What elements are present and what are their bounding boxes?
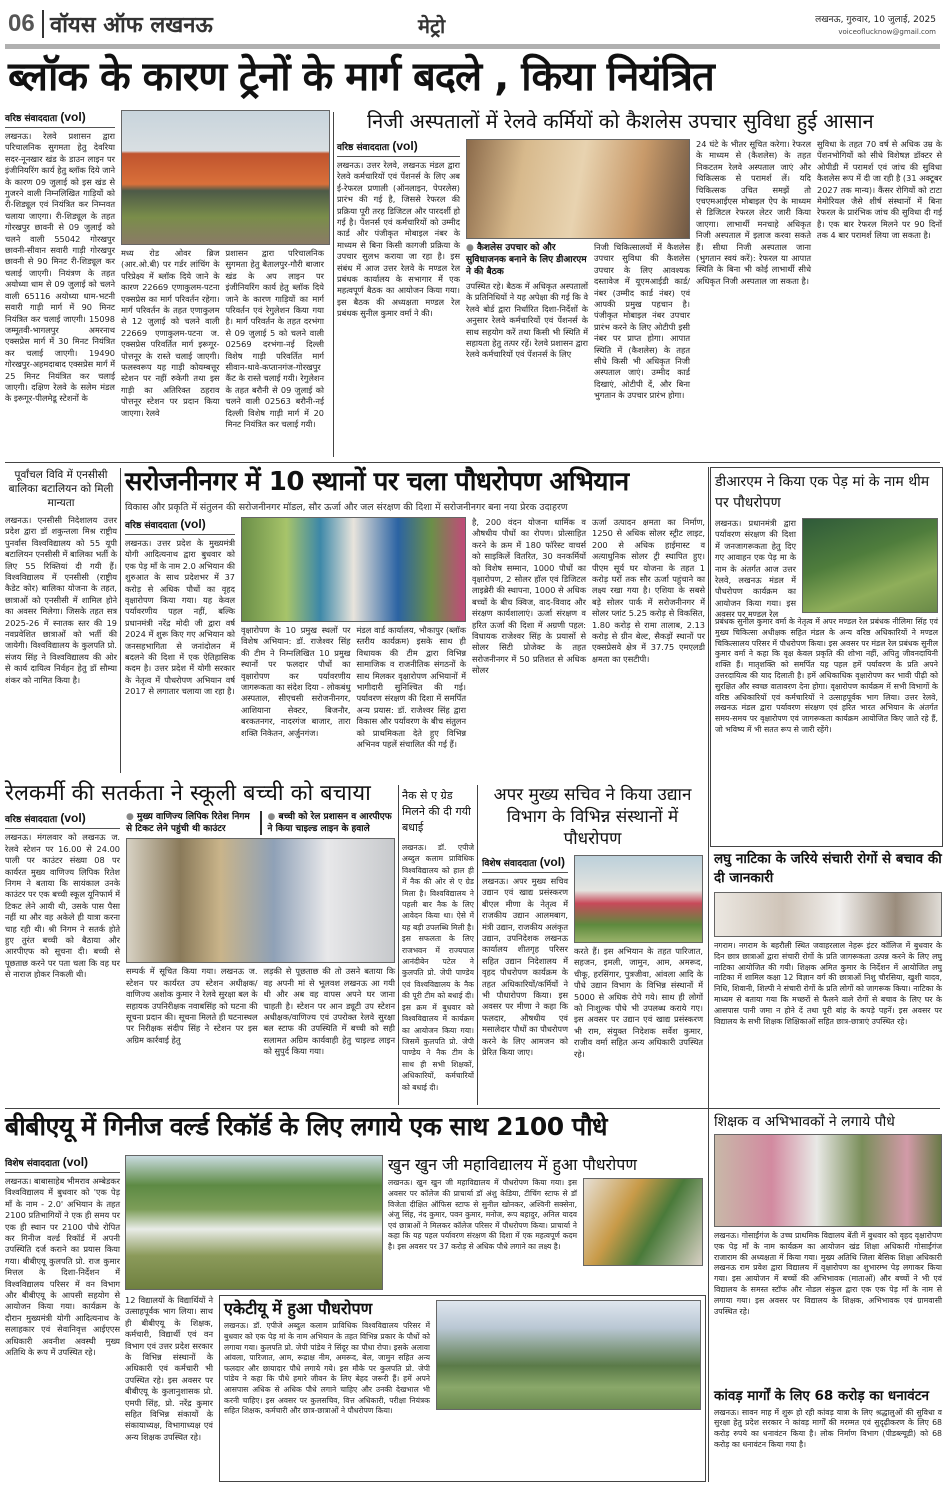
article-column: सम्पर्क में सूचित किया गया। लखनऊ ज. स्टेशन पर कार्यरत उप स्टेशन अधीक्षक/वाणिज्य अशोक कुमार ने रेलवे सुरक्षा बल के सहायक उपनिरीक्षक नवाबसिंह को घटना की सूचना प्रदान की। सूचना मिलते ही घटनास्थल पर निरीक्षक संदीप सिंह ने स्टेशन पर इस अग्रिम कार्रवाई हेतु [126, 966, 258, 1045]
railway-child-article [5, 781, 395, 1105]
headline: अपर मुख्य सचिव ने किया उद्यान विभाग के विभिन्न संस्थानों में पौधरोपण [493, 785, 692, 849]
railway-col-1 [5, 811, 120, 1105]
headline: निजी अस्पतालों में रेलवे कर्मियों को कैशलेस उपचार सुविधा हुई आसान [367, 109, 874, 133]
cashless-photo-block [466, 139, 690, 457]
issue-date: लखनऊ, गुरुवार, 10 जुलाई, 2025 [815, 15, 936, 25]
byline-tag: (vol) [539, 855, 566, 869]
article-column: लखनऊ। गोसाईंगंज के उच्च प्राथमिक विद्यालय बेंती में बुधवार को वृहद वृक्षारोपण एक पेड़ माँ के नाम कार्यक्रम का आयोजन खंड शिक्षा अधिकारी गोसाईंगंज राजाराम की अध्यक्षता में किया गया। मुख्य अतिथि जिला बेसिक शिक्षा अधिकारी लखनऊ राम प्रवेश द्वारा विद्यालय में वृक्षारोपण का शुभारम्भ पेड़ लगाकर किया गया। इस आयोजन में बच्चों की अभिभावक (माताओं) और बच्चों ने भी एवं विद्यालय के समस्त स्टॉफ और नोडल संकुल द्वारा एक एक पेड़ माँ के नाम से लगाया गया। इस अवसर पर विद्यालय के शिक्षक, अभिभावक एवं ग्रामवासी उपस्थित रहे। [714, 1231, 942, 1316]
kanwar-article [714, 1389, 942, 1482]
byline-text: वरिष्ठ संवाददाता [337, 143, 390, 153]
article-column: लखनऊ। सावन माह में शुरू हो रही कांवड़ यात्रा के लिए श्रद्धालुओं की सुविधा व सुरक्षा हेतु प्रदेश सरकार ने कांवड़ मार्गों की मरम्मत एवं सुदृढ़ीकरण के लिए 68 करोड़ रुपये का धनावंटन किया है। लोक निर्माण विभाग (पीडब्ल्यूडी) को 68 करोड़ का धनावंटन किया गया है। [714, 1407, 942, 1449]
sarojini-photo-block [241, 517, 466, 773]
article-column: 24 घंटे के भीतर सूचित करेगा। रेफरल के माध्यम से (कैशलेस) के तहत निकटतम रेलवे अस्पताल जाएं और चिकित्सक से परामर्श लें। यदि चिकित्सक उचित समझें तो एचएमआईएस मोबाइल ऐप के माध्यम से डिजिटल रेफरल लेटर जारी किया जाएगा। लाभार्थी मनचाहे अधिकृत निजी अस्पताल में इलाज करवा सकते हैं। सीधा निजी अस्पताल जाना (भुगतान स्वयं करें): रेफरल या आपात स्थिति के बिना भी कोई लाभार्थी सीधे अधिकृत निजी अस्पताल जा सकता है। [696, 139, 811, 286]
cashless-caption-col [466, 242, 588, 457]
article-column: मध्य रोड ओवर ब्रिज (आर.ओ.बी) पर गर्डर लांचिंग के परिप्रेक्ष्य में ब्लॉक दिये जाने के कारण 22669 एणाकुलम-पटना एक्सप्रेस का मार्ग परिवर्तन रहेगा। मार्ग परिवर्तन के तहत एणाकुलम से 12 जुलाई को चलने वाली 22669 एणाकुलम-पटना ज. एक्सप्रेस परिवर्तित मार्ग इरूगूर-पोत्तनूर के रास्ते चलाई जाएगी। फलस्वरूप यह गाड़ी कोयम्बत्तूर स्टेशन पर नहीं रुकेगी तथा इस गाड़ी का अतिरिक्त ठहराव पोत्तनूर स्टेशन पर प्रदान किया जाएगा। रेलवे [121, 248, 220, 418]
horticulture-photo [574, 855, 703, 943]
byline-tag: (vol) [180, 516, 206, 531]
headline: बीबीएयू में गिनीज वर्ल्ड रिकॉर्ड के लिए लगाये एक साथ 2100 पौधे [5, 1112, 607, 1141]
railway-columns [5, 811, 395, 1105]
article-column: लखनऊ। उत्तर प्रदेश के मुख्यमंत्री योगी आदित्यनाथ द्वारा बुधवार को एक पेड़ माँ के नाम 2.0 अभियान की शुरुआत के साथ प्रदेशभर में 37 करोड़ से अधिक पौधों का वृहद वृक्षारोपण किया गया। यह केवल पर्यावरणीय पहल नहीं, बल्कि प्रधानमंत्री नरेंद्र मोदी जी द्वारा वर्ष 2024 में शुरू किए गए अभियान को जनसहभागिता से जनांदोलन में बदलने की दिशा में एक ऐतिहासिक कदम है। उत्तर प्रदेश में योगी सरकार के नेतृत्व में पौधरोपण अभियान वर्ष 2017 से लगातार चलाया जा रहा है। [125, 537, 235, 697]
headline: शिक्षक व अभिभावकों ने लगाये पौधे [714, 1114, 895, 1130]
byline [5, 811, 120, 829]
khun-khun-article [388, 1156, 703, 1290]
section-rule [5, 1108, 940, 1109]
byline [125, 517, 235, 535]
sarojini-nagar-article [125, 468, 705, 773]
masthead-divider [42, 10, 44, 38]
masthead-rule [5, 44, 940, 49]
drm-plantation-photo [802, 518, 938, 613]
lead-article [5, 110, 330, 457]
train-photo [121, 110, 330, 245]
article-column: निजी चिकित्सालयों में कैशलेस उपचार सुविधा की कैशलेस उपचार के लिए आवश्यक दस्तावेज में यूएमआईडी कार्ड/नंबर (उम्मीद कार्ड नंबर) एवं आपकी प्रमुख पहचान है। पंजीकृत मोबाइल नंबर उपचार प्रारंभ करने के लिए ओटीपी इसी नंबर पर प्राप्त होगा। आपात स्थिति में (कैशलेस) के तहत सीधे किसी भी अधिकृत निजी अस्पताल जाएं। उम्मीद कार्ड दिखाएं, ओटीपी दें, और बिना भुगतान के उपचार प्रारंभ होगा। [594, 242, 690, 401]
headline: कांवड़ मार्गों के लिए 68 करोड़ का धनावंटन [714, 1388, 929, 1404]
headline: खुन खुन जी महाविद्यालय में हुआ पौधरोपण [388, 1155, 637, 1174]
byline [5, 1155, 120, 1173]
lead-article-left [5, 110, 115, 457]
article-column: सुविधा के तहत 70 वर्ष से अधिक उम्र के पेंशनभोगियों को सीधे विशेषज्ञ डॉक्टर से ओपीडी में परामर्श एवं जांच की सुविधा कैशलेस रूप में दी जा रही है (31 अक्टूबर 2027 तक मान्य)। कैंसर रोगियों को टाटा मेमोरियल जैसे शीर्ष संस्थानों में बिना रेफरल के प्रारंभिक जांच की सुविधा दी गई है। एक बार रेफरल मिलने पर 90 दिनों तक 4 बार परामर्श लिया जा सकता है। [817, 139, 942, 241]
article-column: है, 200 वंदन योजना धार्मिक व औषधीय पौधों का रोपण। प्रोत्साहित करने के क्रम में 180 फॉरेस्ट वाचर्स को साइकिलें वितरित, 30 वनकर्मियों को विशेष सम्मान, 1000 पौधों का वृक्षारोपण, 2 सोलर हॉल एवं डिजिटल लाइब्रेरी की स्थापना, 1000 से अधिक बच्चों के बीच क्विज, वाद-विवाद और संरक्षण कार्यशालाएं। ऊर्जा संरक्षण व हरित ऊर्जा की दिशा में अग्रणी पहल: विधायक राजेश्वर सिंह के प्रयासों से सोलर सिटी प्रोजेक्ट के तहत सरोजनीनगर में 50 प्रतिशत से अधिक सोलर [472, 516, 586, 676]
naac-article [402, 788, 474, 1105]
article-column: लखनऊ। बाबासाहेब भीमराव अम्बेडकर विश्वविद्यालय में बुधवार को 'एक पेड़ माँ के नाम - 2.0' अभियान के तहत 2100 प्रतिभागियों ने एक ही समय पर एक ही स्थान पर 2100 पौधे रोपित कर गिनीज वर्ल्ड रिकॉर्ड में अपनी उपस्थिति दर्ज कराने का प्रयास किया गया। बीबीएयू कुलपति प्रो. राज कुमार मित्तल के दिशा-निर्देशन में विश्वविद्यालय परिसर में वन विभाग और बीबीएयू के आपसी सहयोग से आयोजन किया गया। कार्यक्रम के दौरान मुख्यमंत्री योगी आदित्यनाथ के सलाहकार एवं सेवानिवृत्त आईएएस अधिकारी अवनीश अवस्थी मुख्य अतिथि के रूप में उपस्थित रहे। [5, 1176, 120, 1358]
byline-text: वरिष्ठ संवाददाता [5, 815, 58, 826]
column-divider [477, 785, 478, 1105]
teachers-article [714, 1114, 942, 1386]
byline-text: विशेष संवाददाता [5, 1159, 60, 1169]
byline [5, 110, 115, 128]
ncc-article [5, 468, 117, 773]
aktu-plantation-photo [436, 1300, 701, 1410]
article-column: मंडल वार्ड कार्यालय, भौकापुर (ब्लॉक स्तरीय कार्यक्रम) इसके साथ ही विधायक की टीम द्वारा विभिन्न सामाजिक व राजनीतिक संगठनों के साथ मिलकर वृक्षारोपण अभियानों में भागीदारी सुनिश्चित की गई। पर्यावरण संरक्षण की दिशा में समर्पित अन्य प्रयास: डॉ. राजेश्वर सिंह द्वारा विकास और पर्यावरण के बीच संतुलन को प्राथमिकता देते हुए विभिन्न अभिनव पहलें संचालित की गई हैं। [356, 624, 466, 749]
horticulture-col-1 [482, 855, 568, 1105]
headline: नैक से ए ग्रेड मिलने की दी गयी बधाई [402, 789, 471, 834]
headline: लघु नाटिका के जरिये संचारी रोगों से बचाव की दी जानकारी [714, 851, 942, 886]
headline: डीआरएम ने किया एक पेड़ मां के नाम थीम पर पौधरोपण [715, 474, 930, 511]
section-rule [5, 462, 940, 463]
horticulture-columns [482, 855, 703, 1105]
article-column: ऊर्जा उत्पादन क्षमता का निर्माण, 1250 से अधिक सोलर स्ट्रीट लाइट, 200 से अधिक हाईमास्ट व अत्याधुनिक सोलर ट्री स्थापित हुए। पीएम सूर्य घर योजना के तहत 1 करोड़ घरों तक सौर ऊर्जा पहुंचाने का लक्ष्य रखा गया है। एशिया के सबसे बड़े सोलर पार्क में सरोजनीनगर में सोलर प्लांट 5.25 करोड़ से विकसित, 1.80 करोड़ से रामा तालाब, 2.13 करोड़ से ग्रीन बेल्ट, सैकड़ों स्थानों पर एक्सप्रेसवे क्षेत्र में 37.75 एमएलडी क्षमता का एसटीपी। [592, 516, 705, 664]
byline-text: विशेष संवाददाता [482, 859, 537, 869]
bbau-plantation-photo [125, 1155, 383, 1290]
column-divider [333, 112, 334, 457]
railway-photo-block [126, 811, 395, 1105]
sarojini-col-1 [125, 517, 235, 773]
meeting-photo [466, 139, 690, 239]
headline: पूर्वांचल विवि में एनसीसी बालिका बटालियन को मिली मान्यता [8, 469, 114, 509]
cashless-col-1 [337, 139, 460, 457]
cashless-columns [337, 139, 942, 457]
horticulture-photo-block [574, 855, 703, 1105]
section-name: मेट्रो [418, 14, 446, 38]
article-column: लखनऊ। उत्तर रेलवे, लखनऊ मंडल द्वारा रेलवे कर्मचारियों एवं पेंशनर्स के लिए अब ई-रेफरल प्रणाली (ऑनलाइन, पेपरलेस) प्रारंभ की गई है, जिससे रेफरल की प्रक्रिया पूरी तरह डिजिटल और पारदर्शी हो गई है। पेंशनर्स एवं कर्मचारियों को उम्मीद कार्ड और पंजीकृत मोबाइल नंबर के माध्यम से बिना किसी कागजी प्रक्रिया के उपचार सुलभ कराया जा रहा है। इस संबंध में आज उत्तर रेलवे के मण्डल रेल प्रबंधक कार्यालय के सभागार में एक महत्वपूर्ण बैठक का आयोजन किया गया। इस बैठक की अध्यक्षता मण्डल रेल प्रबंधक सुनील कुमार वर्मा ने की। [337, 160, 460, 319]
article-column: लड़की से पूछताछ की तो उसने बताया कि वह अपनी मां से भूलवश लखनऊ आ गयी थी और अब वह वापस अपने घर जाना चाहती है। स्टेशन पर आन ड्यूटी उप स्टेशन अधीक्षक/वाणिज्य एवं उपरोक्त रेलवे सुरक्षा बल स्टाफ की उपस्थिति में बच्ची को सही सलामत अग्रिम कार्यवाही हेतु चाइल्ड लाइन को सुपुर्द किया गया। [263, 966, 395, 1057]
byline [337, 139, 460, 157]
drm-article-box [710, 467, 943, 847]
article-column [436, 1413, 701, 1477]
subheadline: विकास और प्रकृति में संतुलन की सरोजनीनगर मॉडल, सौर ऊर्जा और जल संरक्षण की दिशा में सरोजनीनगर बना नया प्रेरक उदाहरण [125, 501, 568, 513]
contact-email: voiceoflucknow@gmail.com [838, 28, 936, 36]
article-column: प्रशासन द्वारा परिचालनिक सुगमता हेतु बैतालपुर-गौरी बाजार खंड के अप लाइन पर इंजीनियरिंग कार्य हेतु ब्लॉक दिये जाने के कारण गाड़ियों का मार्ग परिवर्तन एवं रेगुलेशन किया गया है। मार्ग परिवर्तन के तहत दरभंगा से 09 जुलाई 5 को चलने वाली 02569 दरभंगा-नई दिल्ली विशेष गाड़ी परिवर्तित मार्ग सीवान-थावे-कप्तानगंज-गोरखपुर कैंट के रास्ते चलाई गयी। रेगुलेशन के तहत बरौनी से 09 जुलाई को चलने वाली 02563 बरौनी-नई दिल्ली विशेष गाड़ी मार्ग में 20 मिनट नियंत्रित कर चलाई गयी। [225, 248, 324, 430]
article-column: उपस्थित रहे। बैठक में अधिकृत अस्पतालों के प्रतिनिधियों ने यह अपेक्षा की गई कि वे रेलवे बोर्ड द्वारा निर्धारित दिशा-निर्देशों के अनुसार रेलवे कर्मचारियों एवं पेंशनर्स के साथ सहयोग करें तथा किसी भी स्थिति में सहायता हेतु तत्पर रहें। रेलवे प्रशासन द्वारा रेलवे कर्मचारियों एवं पेंशनर्स के लिए [466, 281, 588, 360]
headline: रेलकर्मी की सतर्कता ने स्कूली बच्ची को बचाया [5, 781, 371, 806]
byline-tag: (vol) [60, 811, 86, 826]
paper-name: वॉयस ऑफ लखनऊ [50, 13, 213, 38]
article-column: प्रबंधक सुनील कुमार वर्मा के नेतृत्व में अपर मण्डल रेल प्रबंधक नीलिमा सिंह एवं मुख्य चिकित्सा अधीक्षक सहित मंडल के अन्य वरिष्ठ अधिकारियों ने मण्डल चिकित्सालय परिसर में पौधरोपण किया। इस अवसर पर मंडल रेल प्रबंधक सुनील कुमार वर्मा ने कहा कि वृक्ष केवल प्रकृति की शोभा नहीं, अपितु जीवनदायिनी शक्ति हैं। मातृशक्ति को समर्पित यह पहल हमें पर्यावरण के प्रति अपने उत्तरदायित्व की याद दिलाती है। हमें अधिकाधिक वृक्षारोपण कर भावी पीढ़ी को सुरक्षित और स्वच्छ वातावरण देना होगा। वृक्षारोपण कार्यक्रम में सभी विभागों के वरिष्ठ अधिकारियों एवं कर्मचारियों ने उत्साहपूर्वक भाग लिया। उत्तर रेलवे, लखनऊ मंडल द्वारा पर्यावरण संरक्षण एवं हरित भारत अभियान के अंतर्गत समय-समय पर वृक्षारोपण एवं जागरूकता कार्यक्रम आयोजित किए जाते रहे हैं, जो भविष्य में भी सतत रूप से जारी रहेंगे। [715, 617, 938, 734]
sarojini-nagar-columns [125, 517, 705, 773]
byline [482, 855, 568, 873]
column-divider [708, 467, 709, 1482]
railway-photo-columns [126, 966, 395, 1105]
khun-khun-columns [388, 1178, 703, 1290]
article-column: लखनऊ। एनसीसी निदेशालय उत्तर प्रदेश द्वारा डॉ शकुन्तला मिश्र राष्ट्रीय पुनर्वास विश्वविद्यालय को 55 यूपी बटालियन एनसीसी में बालिका भर्ती के लिए 55 रिक्तियां दी गयी हैं। विश्वविद्यालय में एनसीसी (राष्ट्रीय कैडेट कोर) बालिका योजना के तहत, छात्राओं को एनसीसी में शामिल होने का अवसर मिलेगा। जिसके तहत सत्र 2025-26 में स्नातक स्तर की 19 नवप्रवेशित छात्राओं को भर्ती की जायेगी। विश्वविद्यालय के कुलपति प्रो. संजय सिंह ने विश्वविद्यालय की ओर से कार्य दायित्व निर्वहन हेतु डॉ सौम्या शंकर को नामित किया है। [5, 515, 117, 685]
bbau-col-1 [5, 1155, 120, 1482]
byline-text: वरिष्ठ संवाददाता [125, 520, 178, 531]
byline-tag: (vol) [392, 139, 418, 153]
aktu-photo-block [436, 1300, 701, 1477]
column-divider [120, 468, 121, 773]
byline-tag: (vol) [62, 1155, 89, 1169]
lead-article-columns [121, 248, 330, 457]
aktu-col-1 [224, 1300, 430, 1477]
bullet-highlight: ● बच्ची को रेल प्रशासन व आरपीएफ ने किया चाइल्ड लाइन के हवाले [268, 811, 396, 835]
byline-text: वरिष्ठ संवाददाता [5, 114, 58, 124]
article-column: वृक्षारोपण के 10 प्रमुख स्थलों पर विशेष अभियान: डॉ. राजेश्वर सिंह की टीम ने निम्नलिखित 10 प्रमुख स्थानों पर फलदार पौधों का वृक्षारोपण कर पर्यावरणीय जागरूकता का संदेश दिया - लोकबंधु अस्पताल, सीएचसी सरोजनीनगर, आशियाना सेक्टर, बिजनौर, बरकतनगर, नादरगंज बाजार, तारा शक्ति निकेतन, अर्जुनगंज। [241, 624, 351, 738]
skit-photo [714, 892, 942, 937]
article-column: नगराम। नगराम के बहरौली स्थित जवाहरलाल नेहरू इंटर कॉलिज में बुधवार के दिन छात्र छात्राओं द्वारा संचारी रोगों के प्रति जागरूकता उत्पन्न करने के लिए लघु नाटिका आयोजित की गयी। शिक्षक अमित कुमार के निर्देशन में आयोजित लघु नाटिका में शामिल कक्षा 12 विज्ञान वर्ग की छात्राओं निशु चौरसिया, खुशी यादव, निधि, शिवानी, शिल्पी ने संचारी रोगों के प्रति लोगों को जागरूक किया। नाटिका के माध्यम से बताया गया कि मच्छरों से फैलने वाले रोगों से बचाव के लिए घर के आसपास पानी जमा न होने दें तथा पूरी बांह के कपड़े पहनें। इस अवसर पर विद्यालय के सभी शिक्षक शिक्षिकाओं सहित छात्र-छात्राएं उपस्थित रहे। [714, 941, 942, 1026]
college-plantation-photo [583, 1178, 703, 1266]
rpf-child-photo [126, 838, 395, 963]
sarojini-photo-columns [241, 625, 466, 773]
skit-article [714, 850, 942, 1105]
article-column: लखनऊ। खुन खुन जी महाविद्यालय में पौधरोपण किया गया। इस अवसर पर कॉलेज की प्राचार्या डॉ अंशु केडिया, टीचिंग स्टाफ से डॉ विजेता दीक्षित ऑफिस स्टाफ से सुनील खोनकर, अश्विनी सक्सेना, अंजु सिंह, नंद कुमार, पवन कुमार, मनोज, रूप बहादुर, अनिल यादव एवं छात्राओं ने मिलकर कॉलेज परिसर में पौधरोपण किया। प्राचार्या ने कहा कि यह पहल पर्यावरण संरक्षण की दिशा में एक महत्वपूर्ण कदम है। इस अवसर पर 37 करोड़ से अधिक पौधे लगाने का लक्ष्य है। [388, 1178, 577, 1251]
headline: एकेटीयू में हुआ पौधरोपण [224, 1299, 373, 1318]
cashless-article [337, 110, 942, 457]
article-column: लखनऊ। डॉ. एपीजे अब्दुल कलाम प्राविधिक विश्वविद्यालय को हाल ही में नैक की ओर से ए ग्रेड मिला है। विश्वविद्यालय ने पहली बार नैक के लिए आवेदन किया था। ऐसे में यह बड़ी उपलब्धि मिली है। इस सफलता के लिए राजभवन में राज्यपाल आनंदीबेन पटेल ने कुलपति प्रो. जेपी पाण्डेय एवं विश्वविद्यालय के नैक की पूरी टीम को बधाई दी। इस क्रम में बुधवार को विश्वविद्यालय में कार्यक्रम का आयोजन किया गया। जिसमें कुलपति प्रो. जेपी पाण्डेय ने नैक टीम के साथ ही सभी शिक्षकों, अधिकारियों, कर्मचारियों को बधाई दी। [402, 843, 474, 1092]
railway-bullets [126, 811, 395, 835]
article-column: 12 विद्यालयों के विद्यार्थियों ने उत्साहपूर्वक भाग लिया। साथ ही बीबीएयू के शिक्षक, कर्मचारी, विद्यार्थी एवं वन विभाग एवं उत्तर प्रदेश सरकार के विभिन्न संस्थानों के अधिकारी एवं कर्मचारी भी उपस्थित रहे। इस अवसर पर बीबीएयू के कुलानुशासक प्रो. एमपी सिंह, प्रो. नरेंद्र कुमार सहित विभिन्न संकायों के संकायाध्यक्ष, विभागाध्यक्ष एवं अन्य शिक्षक उपस्थित रहे। [125, 1295, 213, 1442]
article-column: लखनऊ। डॉ. एपीजे अब्दुल कलाम प्राविधिक विश्वविद्यालय परिसर में बुधवार को एक पेड़ मां के नाम अभियान के तहत विभिन्न प्रकार के पौधों को लगाया गया। कुलपति प्रो. जेपी पांडेय ने सिंदूर का पौधा रोपा। इसके अलावा आंवला, पारिजात, आम, रूद्राक्ष नीम, अमरूद, बेल, जामुन सहित अन्य फलदार और छायादार पौधे लगाये गये। इस मौके पर कुलपति प्रो. जेपी पांडेय ने कहा कि पौधे हमारे जीवन के लिए बेहद जरूरी हैं। हमें अपने आसपास अधिक से अधिक पौधे लगाने चाहिए और उनकी देखभाल भी करनी चाहिए। इस अवसर पर कुलसचिव, वित्त अधिकारी, परीक्षा नियंत्रक सहित शिक्षक, कर्मचारी और छात्र-छात्राओं ने पौधरोपण किया। [224, 1321, 430, 1416]
bullet-highlight: ● मुख्य वाणिज्य लिपिक रितेश निगम से टिकट लेने पहुंची थी काउंटर [126, 811, 262, 835]
school-plantation-photo [714, 1134, 942, 1227]
article-column: लखनऊ। अपर मुख्य सचिव उद्यान एवं खाद्य प्रसंस्करण बीएल मीणा के नेतृत्व में राजकीय उद्यान आलमबाग, मंत्री उद्यान, राजकीय अलंकृत उद्यान, उपनिदेशक लखनऊ कार्यालय शीतगृह परिसर सहित उद्यान निदेशालय में वृहद पौधरोपण कार्यक्रम के तहत अधिकारियों/कर्मियों ने भी पौधारोपण किया। इस अवसर पर मीणा ने कहा कि फलदार, औषधीय एवं मसालेदार पौधों का पौधरोपण करने के लिए आमजन को प्रेरित किया जाए। [482, 876, 568, 1058]
article-column: लखनऊ। मंगलवार को लखनऊ ज. रेलवे स्टेशन पर 16.00 से 24.00 पाली पर काउंटर संख्या 08 पर कार्यरत मुख्य वाणिज्य लिपिक रितेश निगम ने बताया कि सायंकाल उनके काउंटर पर एक बच्ची स्कूल यूनिफार्म में टिकट लेने आयी थी, उसके पास पैसा नहीं था और वह अकेले ही यात्रा करना चाह रही थी। श्री निगम ने सतर्क होते हुए तुरंत बच्ची को बैठाया और आरपीएफ को सूचना दी। बच्ची से पूछताछ करने पर पता चला कि वह घर से नाराज होकर निकली थी। [5, 832, 120, 980]
byline-tag: (vol) [60, 110, 86, 124]
masthead [8, 8, 938, 44]
article-column: लखनऊ। प्रधानमंत्री द्वारा पर्यावरण संरक्षण की दिशा में जनजागरूकता हेतु दिए गए आवाहन एक पेड़ मा के नाम के अंतर्गत आज उत्तर रेलवे, लखनऊ मंडल में पौधरोपण कार्यक्रम का आयोजन किया गया। इस अवसर पर मण्डल रेल [715, 518, 796, 620]
plantation-photo [241, 517, 466, 622]
headline: सरोजनीनगर में 10 स्थानों पर चला पौधरोपण अभियान [125, 467, 629, 497]
lead-article-right [121, 110, 330, 457]
column-divider [398, 785, 399, 1105]
drm-top-row [715, 518, 938, 620]
horticulture-article [482, 784, 703, 1105]
lead-headline: ब्लॉक के कारण ट्रेनों के मार्ग बदले , किया नियंत्रित [8, 54, 714, 100]
aktu-article-box [219, 1295, 706, 1482]
article-column: लखनऊ। रेलवे प्रशासन द्वारा परिचालनिक सुगमता हेतु देवरिया सदर-नूनखार खंड के डाउन लाइन पर इंजीनियरिंग कार्य हेतु ब्लॉक दिये जाने के कारण 09 जुलाई को इस खंड से गुजरने वाली निम्नलिखित गाड़ियों को री-शिड्यूल एवं नियंत्रित कर निम्नवत चलाया जाएगा। री-शिड्यूल के तहत गोरखपुर छावनी से 09 जुलाई को चलने वाली 55042 गोरखपुर छावनी-सीवान सवारी गाड़ी गोरखपुर छावनी से 90 मिनट री-शिड्यूल कर चलाई जाएगी। नियंत्रण के तहत अयोध्या धाम से 09 जुलाई को चलने वाली 65116 अयोध्या धाम-भटनी सवारी गाड़ी मार्ग में 90 मिनट नियंत्रित कर चलाई जाएगी। 15098 जम्मूतवी-भागलपुर अमरनाथ एक्सप्रेस मार्ग में 30 मिनट नियंत्रित कर चलाई जाएगी। 19490 गोरखपुर-अहमदाबाद एक्सप्रेस मार्ग में 25 मिनट नियंत्रित कर चलाई जाएगी। दक्षिण रेलवे के सलेम मंडल के इरूगूर-पीलमेडू स्टेशनों के [5, 131, 115, 404]
photo-caption: ● कैशलेस उपचार को और सुविधाजनक बनाने के लिए डीआरएम ने की बैठक [466, 242, 588, 278]
page-number: 06 [8, 10, 35, 37]
cashless-photo-columns [466, 242, 690, 457]
article-column: करते हैं। इस अभियान के तहत पारिजात, सहजन, इमली, जामुन, आम, अमरूद, चीकू, हरसिंगार, पुत्रजीवा, आंवला आदि के पौधे उद्यान विभाग के विभिन्न संस्थानों में 5000 से अधिक रोपे गये। साथ ही लोगों को निःशुल्क पौधे भी उपलब्ध कराये गए। इस अवसर पर उद्यान एवं खाद्य प्रसंस्करण भी राम, संयुक्त निदेशक सर्वेश कुमार, राजीव वर्मा सहित अन्य अधिकारी उपस्थित रहे। [574, 946, 703, 1059]
